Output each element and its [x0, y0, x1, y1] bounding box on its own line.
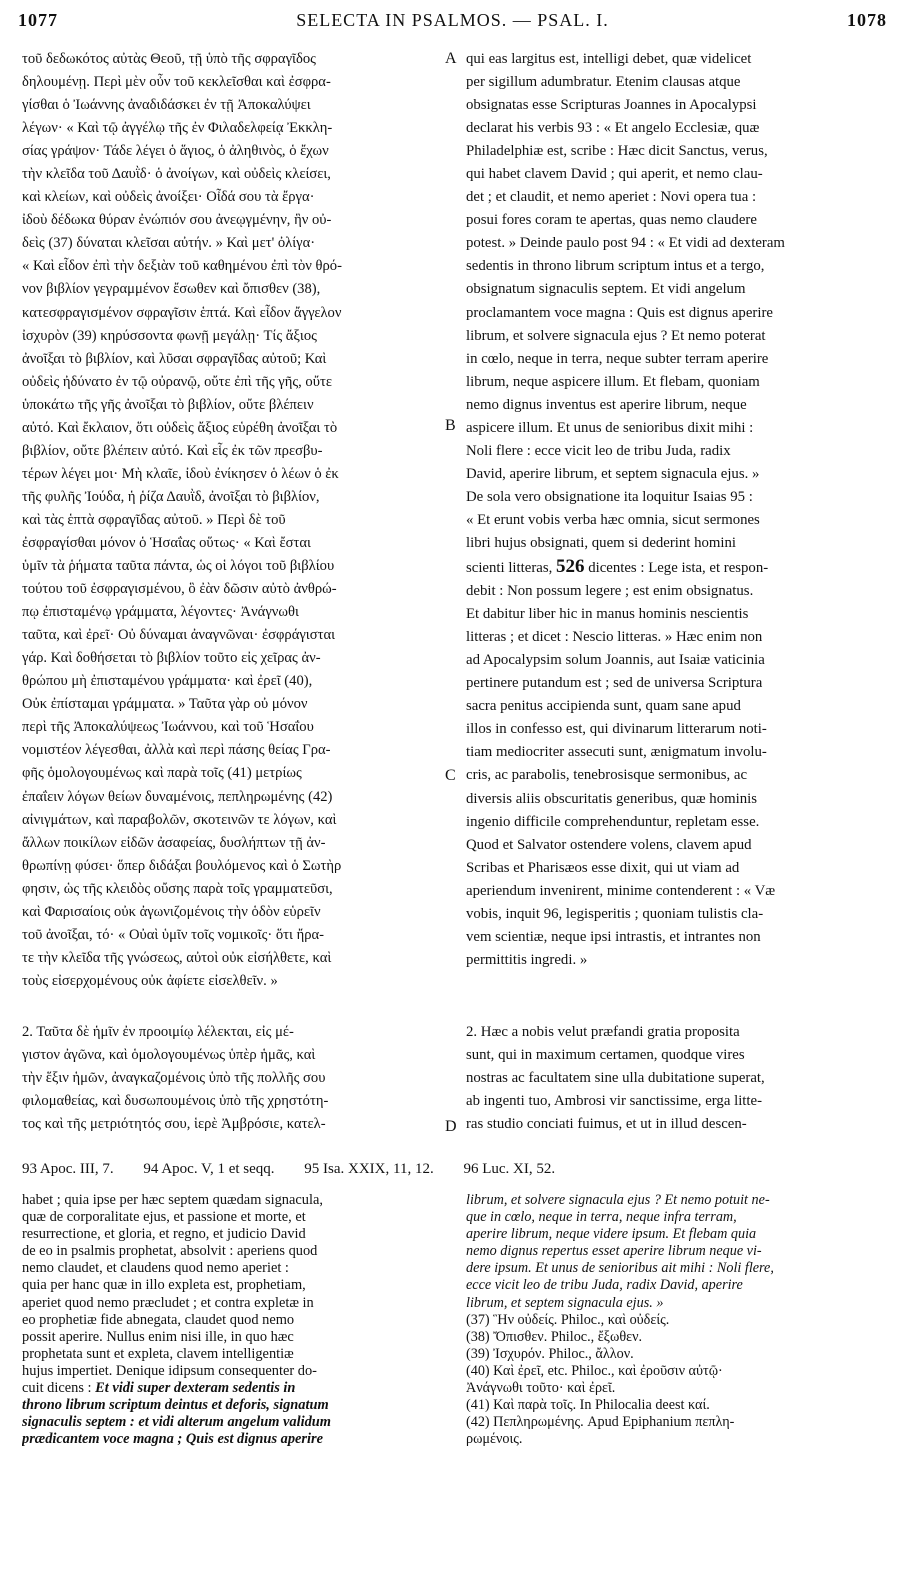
inline-page-number: 526 — [556, 556, 585, 578]
running-title: SELECTA IN PSALMOS. — PSAL. I. — [296, 10, 609, 30]
text-line: ρωμένοις. — [466, 1431, 523, 1448]
text-line: ὑποκάτω τῆς γῆς ἀνοῖξαι τὸ βιβλίον, οὔτε βλέπειν — [22, 396, 314, 413]
text-line: δηλουμένῃ. Περὶ μὲν οὖν τοῦ κεκλεῖσθαι καὶ ἐσφρα- — [22, 74, 331, 91]
text-line — [466, 555, 886, 580]
text-line: Οὐκ ἐπίσταμαι γράμματα. » Ταῦτα γὰρ οὐ μόνον — [22, 696, 308, 713]
right-page-number: 1078 — [847, 10, 887, 30]
text-line: δεὶς (37) δύναται κλεῖσαι αὐτήν. » Καὶ μετ' ὀλίγα· — [22, 235, 316, 252]
text-line: αὐτό. Καὶ ἔκλαιον, ὅτι οὐδεὶς ἄξιος εὑρέθη ἀνοῖξαι τὸ — [22, 419, 338, 436]
text-line: (38) Ὄπισθεν. Philoc., ἔξωθεν. — [466, 1328, 643, 1345]
text-line: que in cœlo, neque in terra, neque infra terram, — [466, 1209, 737, 1226]
latin-paragraph-2 — [466, 1021, 886, 1136]
margin-mark-a: A — [445, 50, 457, 67]
text-line: 2. Ταῦτα δὲ ἡμῖν ἐν προοιμίῳ λέλεκται, εἰς μέ- — [22, 1024, 294, 1040]
text-line: nemo claudet, et claudens quod nemo aperiet : — [22, 1260, 289, 1277]
text-line: qui eas largitus est, intelligi debet, quæ videlicet — [466, 51, 752, 67]
text-line: possit aperire. Nullus enim nisi ille, in quo hæc — [22, 1328, 294, 1345]
text-line: tiam mediocriter assecuti sunt, ænigmatum involu- — [466, 744, 767, 761]
text-line: τὴν κλεῖδα τοῦ Δαυῒδ· ὁ ἀνοίγων, καὶ οὐδεὶς κλείσει, — [22, 166, 331, 183]
text-line: vobis, inquit 96, legisperitis ; quoniam tulistis cla- — [466, 905, 764, 922]
text-line: τέρων λέγει μοι· Μὴ κλαῖε, ἰδοὺ ἐνίκησεν ὁ λέων ὁ ἐκ — [22, 465, 339, 482]
text-line: aperiendum invenirent, minime contenderent : « Væ — [466, 882, 776, 899]
text-line: σίας γράψον· Τάδε λέγει ὁ ἅγιος, ὁ ἀληθινὸς, ὁ ἔχων — [22, 143, 329, 160]
text-line: eo prophetiæ fide abnegata, claudet quod nemo — [22, 1311, 295, 1328]
text-line: αἰνιγμάτων, καὶ παραβολῶν, σκοτεινῶν τε λόγων, καὶ — [22, 811, 337, 828]
text-line: ecce vicit leo de tribu Juda, radix David, aperire — [466, 1277, 743, 1294]
text-line: librum, et solvere signacula ejus ? Et nemo poterat — [466, 327, 766, 344]
text-line: aspicere illum. Et unus de senioribus dixit mihi : — [466, 419, 754, 436]
text-fragment: cuit dicens : — [22, 1380, 96, 1397]
text-line: « Καὶ εἶδον ἐπὶ τὴν δεξιὰν τοῦ καθημένου ἐπὶ τὸν θρό- — [22, 258, 342, 275]
text-line: librum, et septem signacula ejus. » — [466, 1294, 664, 1311]
text-line: τούτου τοῦ ἐσφραγισμένου, ὃ ἐὰν δῶσιν αὐτὸ ἀνθρώ- — [22, 581, 337, 598]
text-line: aperire librum, neque videre ipsum. Et flebam quia — [466, 1226, 757, 1243]
text-line: nemo dignus repertus esset aperire librum neque vi- — [466, 1243, 762, 1260]
text-line: prophetata sunt et expleta, clavem intelligentiæ — [22, 1345, 294, 1362]
left-page-number: 1077 — [18, 10, 58, 30]
text-line: sacra penitus accipienda sunt, quam sane apud — [466, 698, 741, 715]
text-line: οὐδεὶς ἠδύνατο ἐν τῷ οὐρανῷ, οὔτε ἐπὶ τῆς γῆς, οὔτε — [22, 373, 332, 390]
text-line: dere ipsum. Et unus de senioribus ait mihi : Noli flere, — [466, 1260, 774, 1277]
text-line: πῳ ἐπισταμένῳ γράμματα, λέγοντες· Ἀνάγνωθι — [22, 604, 299, 621]
latin-column — [466, 48, 886, 972]
text-line: 2. Hæc a nobis velut præfandi gratia proposita — [466, 1024, 740, 1040]
text-line: φιλομαθείας, καὶ δυσωπουμένοις ὑπὸ τῆς χρηστότη- — [22, 1093, 329, 1109]
text-line: ὑμῖν τὰ ῥήματα ταῦτα πάντα, ὡς οἱ λόγοι τοῦ βιβλίου — [22, 558, 335, 575]
text-line: de eo in psalmis prophetat, absolvit : aperiens quod — [22, 1243, 318, 1260]
text-line: τοὺς εἰσερχομένους οὐκ ἀφίετε εἰσελθεῖν. » — [22, 972, 278, 989]
text-line: γάρ. Καὶ δοθήσεται τὸ βιβλίον τοῦτο εἰς χεῖρας ἀν- — [22, 650, 321, 667]
running-header — [18, 10, 887, 36]
text-line: det ; et claudit, et nemo aperiet : Novi opera tua : — [466, 189, 757, 206]
notes-right-column — [466, 1192, 886, 1448]
text-line: per sigillum adumbratur. Etenim clausas atque — [466, 74, 741, 91]
text-line: γιστον ἀγῶνα, καὶ ὁμολογουμένως ὑπὲρ ἡμᾶς, καὶ — [22, 1047, 316, 1063]
text-line: diversis aliis obscuritatis generibus, quæ hominis — [466, 790, 757, 807]
text-fragment: dicentes : Lege ista, et respon- — [584, 560, 769, 577]
text-line: habet ; quia ipse per hæc septem quædam signacula, — [22, 1192, 323, 1208]
text-line: quæ de corporalitate ejus, et passione et morte, et — [22, 1209, 306, 1226]
text-line: Philadelphiæ est, scribe : Hæc dicit Sanctus, verus, — [466, 143, 768, 160]
text-line: τοῦ δεδωκότος αὐτὰς Θεοῦ, τῇ ὑπὸ τῆς σφραγῖδος — [22, 51, 316, 67]
margin-mark-b: B — [445, 417, 456, 434]
text-line: sedentis in throno librum scriptum intus et a tergo, — [466, 258, 765, 275]
text-line: in cœlo, neque in terra, neque subter terram aperire — [466, 350, 769, 367]
text-line — [22, 1380, 442, 1397]
text-line: ἰδοὺ δέδωκα θύραν ἐνώπιόν σου ἀνεῳγμένην, ἣν οὐ- — [22, 212, 332, 229]
text-line: ἀνοῖξαι τὸ βιβλίον, καὶ λῦσαι σφραγῖδας αὐτοῦ; Καὶ — [22, 350, 327, 367]
text-line: hujus impertiet. Denique idipsum consequenter do- — [22, 1362, 317, 1379]
text-line: librum, neque aspicere illum. Et flebam, quoniam — [466, 373, 760, 390]
text-line: θρωπίνῃ φύσει· ὅπερ διδάξαι βουλόμενος καὶ ὁ Σωτὴρ — [22, 857, 342, 874]
text-line: pertinere putandum est ; sed de universa Scriptura — [466, 675, 763, 692]
text-line: τε τὴν κλεῖδα τῆς γνώσεως, αὐτοὶ οὐκ εἰσήλθετε, καὶ — [22, 949, 332, 966]
text-line: (42) Πεπληρωμένης. Apud Epiphanium πεπλη- — [466, 1414, 735, 1431]
text-line: (40) Καὶ ἐρεῖ, etc. Philoc., καὶ ἐροῦσιν αὐτῷ· — [466, 1362, 723, 1379]
text-line: καὶ τὰς ἑπτὰ σφραγῖδας αὐτοῦ. » Περὶ δὲ τοῦ — [22, 511, 286, 528]
text-line: Ἀνάγνωθι τοῦτο· καὶ ἐρεῖ. — [466, 1380, 616, 1397]
text-line: ab ingenti tuo, Ambrosi vir sanctissime, erga litte- — [466, 1093, 763, 1109]
text-line: obsignatum signaculis septem. Et vidi angelum — [466, 281, 746, 298]
text-line: Noli flere : ecce vicit leo de tribu Juda, radix — [466, 442, 731, 459]
footnote-references — [22, 1161, 882, 1178]
footnote-ref: 94 Apoc. V, 1 et seqq. — [143, 1161, 275, 1177]
text-line: ἐσφραγίσθαι μόνον ὁ Ἡσαΐας οὕτως· « Καὶ ἔσται — [22, 534, 311, 551]
text-line: κατεσφραγισμένον σφραγῖσιν ἑπτά. Καὶ εἶδον ἄγγελον — [22, 304, 342, 321]
text-line: qui habet clavem David ; qui aperit, et nemo clau- — [466, 166, 763, 183]
text-line: νομιστέον λέγεσθαι, ἀλλὰ καὶ περὶ πάσης θείας Γρα- — [22, 742, 331, 759]
text-line: debit : Non possum legere ; est enim obsignatus. — [466, 583, 754, 600]
text-line: vem scientiæ, neque ipsi intrastis, et intrantes non — [466, 928, 761, 945]
text-line: ἄλλων ποικίλων εἰδῶν ἀσαφείας, δυσλήπτων τῇ ἀν- — [22, 834, 326, 851]
text-line: nostras ac facultatem sine ulla dubitatione superat, — [466, 1070, 765, 1086]
text-line: Quod et Salvator ostendere volens, clavem apud — [466, 836, 752, 853]
text-line: potest. » Deinde paulo post 94 : « Et vidi ad dexteram — [466, 235, 785, 252]
text-line: φῆς ὁμολογουμένως καὶ παρὰ τοῖς (41) μετρίως — [22, 765, 302, 782]
text-line: (39) Ἰσχυρόν. Philoc., ἄλλον. — [466, 1345, 634, 1362]
text-line: posui fores coram te apertas, quas nemo claudere — [466, 212, 757, 229]
text-line: obsignatas esse Scripturas Joannes in Apocalypsi — [466, 97, 757, 114]
text-line: quia per hanc quæ in illo expleta est, prophetiam, — [22, 1277, 306, 1294]
footnote-ref: 93 Apoc. III, 7. — [22, 1161, 114, 1177]
footnote-ref: 95 Isa. XXIX, 11, 12. — [304, 1161, 434, 1177]
text-line: declarat his verbis 93 : « Et angelo Ecclesiæ, quæ — [466, 120, 760, 137]
text-line: nemo dignus inventus est aperire librum, neque — [466, 396, 747, 413]
text-line: resurrectione, et gloria, et regno, et judicio David — [22, 1226, 306, 1243]
text-line: φησιν, ὡς τῆς κλειδὸς οὔσης παρὰ τοῖς γραμματεῦσι, — [22, 880, 333, 897]
text-line: περὶ τῆς Ἀποκαλύψεως Ἰωάννου, καὶ τοῦ Ἡσαΐου — [22, 719, 314, 736]
text-line: ἰσχυρὸν (39) κηρύσσοντα φωνῇ μεγάλῃ· Τίς ἄξιος — [22, 327, 317, 344]
text-line: Scribas et Pharisæos esse dixit, qui ut viam ad — [466, 859, 740, 876]
text-line: ταῦτα, καὶ ἐρεῖ· Οὐ δύναμαι ἀναγνῶναι· ἐσφράγισται — [22, 627, 336, 644]
text-line: permittitis ingredi. » — [466, 951, 588, 968]
text-line: τοῦ ἀνοῖξαι, τό· « Οὐαὶ ὑμῖν τοῖς νομικοῖς· ὅτι ἤρα- — [22, 926, 325, 943]
text-line: ingenio difficile comprehenduntur, repletam esse. — [466, 813, 760, 830]
text-line: cris, ac parabolis, tenebrosisque sermonibus, ac — [466, 767, 748, 784]
text-line: Et dabitur liber hic in manus hominis nescientis — [466, 606, 749, 623]
text-line: (41) Καὶ παρὰ τοῖς. In Philocalia deest καί. — [466, 1397, 710, 1414]
text-line: sunt, qui in maximum certamen, quodque vires — [466, 1047, 745, 1063]
text-line: ras studio conciati fuimus, et ut in illud descen- — [466, 1116, 747, 1132]
text-line: De sola vero obsignatione ita loquitur Isaias 95 : — [466, 488, 753, 505]
text-line: proclamantem voce magna : Quis est dignus aperire — [466, 304, 773, 321]
text-line: τος καὶ τῆς μετριότητός σου, ἱερὲ Ἀμβρόσιε, κατελ- — [22, 1116, 326, 1132]
text-line: τὴν ἕξιν ἡμῶν, ἀναγκαζομένοις ὑπὸ τῆς πολλῆς σου — [22, 1070, 326, 1086]
text-line: θρώπου μὴ ἐπισταμένου γράμματα· καὶ ἐρεῖ (40), — [22, 673, 313, 690]
text-line: βιβλίον, οὔτε βλέπειν αὐτό. Καὶ εἷς ἐκ τῶν πρεσβυ- — [22, 442, 323, 459]
notes-left-column — [22, 1192, 442, 1448]
greek-column — [22, 48, 442, 993]
greek-paragraph-2 — [22, 1021, 442, 1136]
text-line: τῆς φυλῆς Ἰούδα, ἡ ῥίζα Δαυῒδ, ἀνοῖξαι τὸ βιβλίον, — [22, 488, 320, 505]
text-line: λέγων· « Καὶ τῷ ἀγγέλῳ τῆς ἐν Φιλαδελφείᾳ Ἐκκλη- — [22, 120, 333, 137]
text-line: librum, et solvere signacula ejus ? Et nemo potuit ne- — [466, 1192, 770, 1208]
text-line: signaculis septem : et vidi alterum angelum validum — [22, 1414, 332, 1431]
text-line: throno librum scriptum deintus et deforis, signatum — [22, 1397, 329, 1414]
footnote-ref: 96 Luc. XI, 52. — [463, 1161, 556, 1177]
text-line: καὶ Φαρισαίοις οὐκ ἀγωνιζομένοις τὴν ὁδὸν εὑρεῖν — [22, 903, 321, 920]
text-fragment: Et vidi super dexteram sedentis in — [95, 1380, 296, 1397]
margin-mark-c: C — [445, 767, 456, 784]
text-line: illos in confesso est, qui divinarum litterarum noti- — [466, 721, 767, 738]
text-line: aperiet quod nemo præcludet ; et contra expletæ in — [22, 1294, 314, 1311]
text-line: (37) Ἣν οὐδείς. Philoc., καὶ οὐδείς. — [466, 1311, 670, 1328]
text-line: libri hujus obsignati, quem si dederint homini — [466, 534, 737, 551]
text-line: David, aperire librum, et septem signacula ejus. » — [466, 465, 760, 482]
text-line: καὶ κλείων, καὶ οὐδεὶς ἀνοίξει· Οἶδά σου τὰ ἔργα· — [22, 189, 315, 206]
text-line: ad Apocalypsim solum Joannis, aut Isaiæ vaticinia — [466, 652, 765, 669]
text-line: litteras ; et dicet : Nescio litteras. » Hæc enim non — [466, 629, 763, 646]
text-line: ἐπαΐειν λόγων θείων δυναμένοις, πεπληρωμένης (42) — [22, 788, 333, 805]
text-line: γίσθαι ὁ Ἰωάννης ἀναδιδάσκει ἐν τῇ Ἀποκαλύψει — [22, 97, 311, 114]
text-line: νον βιβλίον γεγραμμένον ἔσωθεν καὶ ὄπισθεν (38), — [22, 281, 321, 298]
margin-mark-d: D — [445, 1118, 457, 1135]
text-fragment: scienti litteras, — [466, 560, 556, 577]
text-line: « Et erunt vobis verba hæc omnia, sicut sermones — [466, 511, 760, 528]
text-line: prædicantem voce magna ; Quis est dignus aperire — [22, 1431, 324, 1448]
